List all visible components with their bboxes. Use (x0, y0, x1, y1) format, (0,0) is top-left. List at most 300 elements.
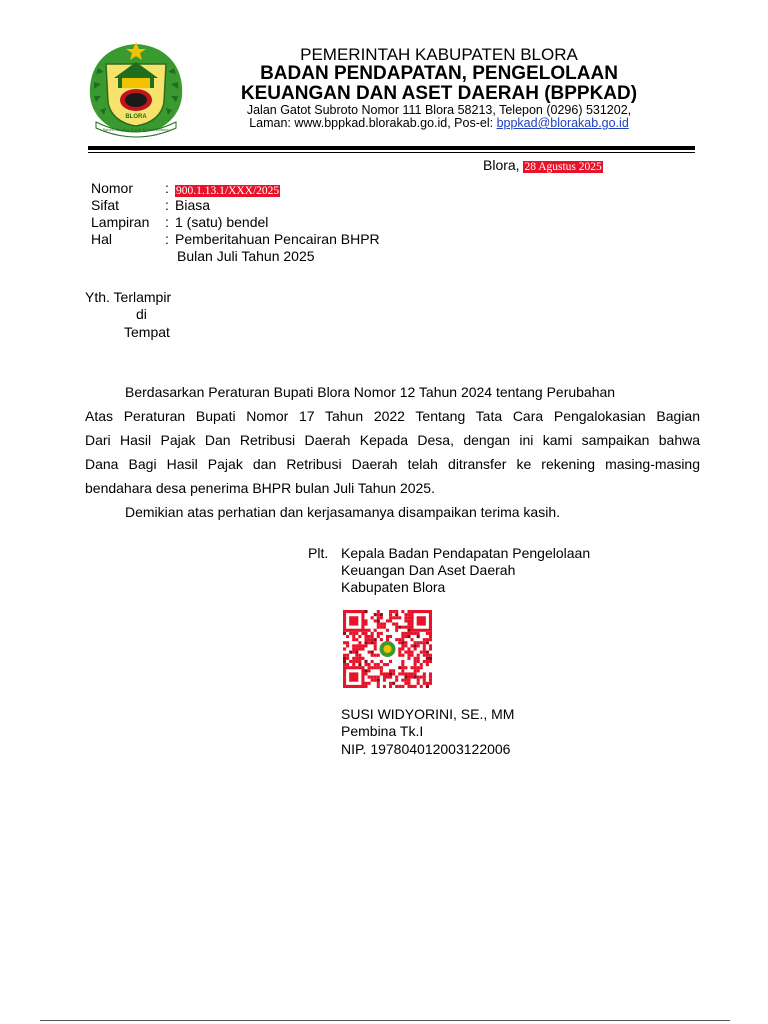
meta-label-number: Nomor (91, 180, 134, 196)
signatory-nip: NIP. 197804012003122006 (341, 741, 511, 757)
qr-module (380, 622, 383, 625)
qr-module (374, 663, 377, 666)
qr-module (414, 663, 417, 666)
qr-module (407, 616, 410, 619)
qr-module (407, 685, 410, 688)
qr-module (368, 669, 371, 672)
qr-module (414, 685, 417, 688)
qr-code-signature (343, 610, 432, 688)
qr-module (401, 635, 404, 638)
qr-module (355, 638, 358, 641)
qr-module (404, 632, 407, 635)
qr-module (361, 632, 364, 635)
qr-module (374, 638, 377, 641)
qr-module (368, 629, 371, 632)
meta-label-nature: Sifat (91, 197, 120, 213)
qr-module (346, 654, 349, 657)
qr-module (420, 651, 423, 654)
qr-center-crest-inner (384, 645, 392, 653)
qr-module (374, 666, 377, 669)
meta-colon: : (165, 214, 169, 230)
qr-module (364, 682, 367, 685)
qr-module (426, 641, 429, 644)
qr-module (429, 654, 432, 657)
closing-line: Demikian atas perhatian dan kerjasamanya disampaikan terima kasih. (125, 504, 560, 520)
qr-module (371, 654, 374, 657)
qr-module (377, 626, 380, 629)
body-paragraph (85, 380, 700, 524)
qr-module (346, 657, 349, 660)
qr-module (392, 672, 395, 675)
qr-module (407, 635, 410, 638)
qr-module (346, 635, 349, 638)
body-line: Dana Bagi Hasil Pajak dan Retribusi Daerah telah ditransfer ke rekening masing-masing (85, 456, 700, 472)
qr-module (423, 679, 426, 682)
qr-module (389, 685, 392, 688)
qr-module (404, 635, 407, 638)
qr-module (368, 676, 371, 679)
letter-number: 900.1.13.1/XXX/2025 (176, 185, 280, 197)
qr-module (377, 654, 380, 657)
qr-module (358, 654, 361, 657)
qr-module (395, 679, 398, 682)
qr-module (404, 651, 407, 654)
qr-module (423, 647, 426, 650)
qr-module (395, 622, 398, 625)
qr-module (429, 660, 432, 663)
qr-module (364, 635, 367, 638)
qr-module (377, 663, 380, 666)
qr-finder-pattern (343, 610, 364, 632)
qr-module (414, 632, 417, 635)
qr-module (401, 647, 404, 650)
qr-module (401, 672, 404, 675)
qr-module (355, 657, 358, 660)
qr-module (358, 635, 361, 638)
qr-module (352, 632, 355, 635)
qr-module (364, 644, 367, 647)
qr-module (377, 676, 380, 679)
body-line: Dari Hasil Pajak Dan Retribusi Daerah Kepada Desa, dengan ini kami sampaikan bahwa (85, 432, 700, 448)
qr-module (401, 632, 404, 635)
qr-module (417, 657, 420, 660)
qr-module (407, 622, 410, 625)
qr-module (401, 663, 404, 666)
qr-module (429, 657, 432, 660)
qr-module (377, 610, 380, 613)
qr-module (417, 641, 420, 644)
qr-module (404, 613, 407, 616)
meta-value-number (175, 181, 280, 197)
qr-module (389, 682, 392, 685)
signatory-title-line3: Kabupaten Blora (341, 579, 446, 595)
qr-module (407, 629, 410, 632)
qr-module (398, 616, 401, 619)
qr-module (398, 654, 401, 657)
qr-module (371, 641, 374, 644)
qr-module (364, 638, 367, 641)
qr-module (414, 644, 417, 647)
qr-module (417, 660, 420, 663)
qr-module (401, 610, 404, 613)
qr-module (414, 669, 417, 672)
signatory-title-line1: Kepala Badan Pendapatan Pengelolaan (341, 545, 591, 561)
qr-module (343, 641, 346, 644)
qr-module (420, 641, 423, 644)
qr-module (368, 641, 371, 644)
qr-module (423, 672, 426, 675)
qr-module (389, 613, 392, 616)
header-divider (88, 146, 695, 150)
qr-module (368, 666, 371, 669)
qr-module (395, 616, 398, 619)
qr-module (392, 622, 395, 625)
qr-module (386, 663, 389, 666)
qr-module (401, 638, 404, 641)
qr-module (346, 644, 349, 647)
qr-module (371, 676, 374, 679)
qr-module (411, 632, 414, 635)
qr-module (368, 682, 371, 685)
qr-module (377, 635, 380, 638)
qr-module (355, 632, 358, 635)
svg-text:BLORA: BLORA (125, 114, 147, 120)
qr-module (411, 672, 414, 675)
qr-module (380, 638, 383, 641)
qr-module (386, 619, 389, 622)
qr-module (355, 647, 358, 650)
qr-module (414, 641, 417, 644)
qr-module (407, 654, 410, 657)
qr-module (404, 679, 407, 682)
qr-module (389, 676, 392, 679)
agency-name-line1: BADAN PENDAPATAN, PENGELOLAAN (260, 63, 618, 84)
qr-module (407, 657, 410, 660)
qr-module (429, 632, 432, 635)
qr-module (404, 666, 407, 669)
qr-finder-pattern (411, 610, 432, 632)
qr-module (407, 613, 410, 616)
qr-module (371, 616, 374, 619)
qr-module (401, 679, 404, 682)
qr-module (349, 660, 352, 663)
qr-module (386, 676, 389, 679)
qr-module (380, 666, 383, 669)
qr-module (371, 679, 374, 682)
qr-module (401, 685, 404, 688)
signatory-rank: Pembina Tk.I (341, 723, 424, 739)
qr-module (389, 610, 392, 613)
qr-module (383, 626, 386, 629)
qr-module (395, 626, 398, 629)
qr-module (411, 638, 414, 641)
qr-module (395, 610, 398, 613)
meta-value-subject-cont: Bulan Juli Tahun 2025 (177, 248, 315, 264)
qr-module (420, 663, 423, 666)
qr-module (358, 660, 361, 663)
meta-colon: : (165, 197, 169, 213)
body-line: Berdasarkan Peraturan Bupati Blora Nomor 12 Tahun 2024 tentang Perubahan (125, 384, 616, 400)
qr-module (395, 638, 398, 641)
qr-module (411, 685, 414, 688)
qr-module (374, 641, 377, 644)
body-line: Atas Peraturan Bupati Nomor 17 Tahun 2022 Tentang Tata Cara Pengalokasian Bagian (85, 408, 700, 424)
qr-module (426, 632, 429, 635)
qr-module (343, 660, 346, 663)
qr-module (377, 679, 380, 682)
qr-module (377, 682, 380, 685)
qr-module (429, 647, 432, 650)
qr-module (386, 638, 389, 641)
qr-module (426, 660, 429, 663)
qr-module (364, 660, 367, 663)
qr-module (343, 632, 346, 635)
qr-module (414, 672, 417, 675)
qr-module (346, 663, 349, 666)
qr-module (407, 679, 410, 682)
qr-module (426, 685, 429, 688)
qr-module (398, 638, 401, 641)
qr-module (420, 666, 423, 669)
qr-module (404, 619, 407, 622)
date-place: Blora, (483, 157, 520, 173)
qr-module (407, 676, 410, 679)
qr-module (407, 632, 410, 635)
qr-module (407, 610, 410, 613)
qr-module (392, 669, 395, 672)
qr-module (380, 669, 383, 672)
qr-module (389, 616, 392, 619)
qr-module (420, 676, 423, 679)
qr-module (377, 685, 380, 688)
qr-module (404, 616, 407, 619)
agency-name-line2: KEUANGAN DAN ASET DAERAH (BPPKAD) (240, 83, 638, 104)
qr-module (401, 641, 404, 644)
qr-module (352, 638, 355, 641)
qr-module (358, 644, 361, 647)
qr-module (401, 644, 404, 647)
qr-finder-pattern (343, 666, 364, 688)
letter-date (483, 157, 603, 173)
qr-module (374, 619, 377, 622)
qr-module (355, 660, 358, 663)
qr-module (371, 638, 374, 641)
qr-module (404, 682, 407, 685)
qr-module (371, 651, 374, 654)
qr-module (358, 663, 361, 666)
recipient-location-prep: di (136, 306, 147, 322)
qr-module (417, 666, 420, 669)
signatory-plt: Plt. (308, 545, 329, 561)
qr-module (423, 641, 426, 644)
qr-module (374, 647, 377, 650)
qr-module (411, 654, 414, 657)
qr-module (401, 660, 404, 663)
qr-module (389, 669, 392, 672)
qr-module (386, 672, 389, 675)
qr-module (386, 635, 389, 638)
qr-module (401, 626, 404, 629)
qr-module (407, 682, 410, 685)
qr-module (364, 619, 367, 622)
qr-module (404, 672, 407, 675)
qr-module (361, 644, 364, 647)
meta-value-attachment: 1 (satu) bendel (175, 214, 269, 230)
agency-address: Jalan Gatot Subroto Nomor 111 Blora 58213, Telepon (0296) 531202, (246, 103, 632, 117)
qr-module (417, 644, 420, 647)
qr-module (417, 632, 420, 635)
qr-module (423, 660, 426, 663)
qr-module (426, 657, 429, 660)
qr-module (398, 666, 401, 669)
qr-module (383, 676, 386, 679)
qr-module (426, 638, 429, 641)
qr-module (374, 644, 377, 647)
qr-module (389, 619, 392, 622)
meta-value-subject: Pemberitahuan Pencairan BHPR (175, 231, 380, 247)
qr-module (407, 651, 410, 654)
qr-module (368, 635, 371, 638)
qr-module (364, 669, 367, 672)
agency-web-line (196, 116, 682, 130)
qr-module (389, 635, 392, 638)
qr-module (380, 626, 383, 629)
qr-module (423, 654, 426, 657)
qr-module (414, 647, 417, 650)
qr-module (380, 632, 383, 635)
svg-text:Sarwa Tangkas Tanuh Tansah Rah: Sarwa Tangkas Tanuh Tansah Rahayu (102, 127, 170, 132)
qr-module (404, 641, 407, 644)
qr-module (423, 638, 426, 641)
qr-module (401, 666, 404, 669)
email-link[interactable]: bppkad@blorakab.go.id (496, 116, 629, 130)
date-value: 28 Agustus 2025 (524, 161, 602, 173)
qr-module (352, 647, 355, 650)
qr-module (383, 672, 386, 675)
qr-module (417, 654, 420, 657)
qr-module (377, 613, 380, 616)
qr-module (398, 626, 401, 629)
qr-module (352, 660, 355, 663)
qr-module (398, 685, 401, 688)
qr-module (364, 641, 367, 644)
qr-module (395, 676, 398, 679)
qr-module (417, 669, 420, 672)
meta-value-nature: Biasa (175, 197, 211, 213)
qr-module (355, 644, 358, 647)
signatory-name: SUSI WIDYORINI, SE., MM (341, 706, 515, 722)
qr-module (389, 672, 392, 675)
qr-module (411, 651, 414, 654)
qr-module (429, 679, 432, 682)
qr-module (429, 635, 432, 638)
qr-module (349, 632, 352, 635)
qr-module (343, 663, 346, 666)
qr-module (377, 616, 380, 619)
qr-module (352, 635, 355, 638)
qr-module (417, 679, 420, 682)
qr-module (429, 672, 432, 675)
recipient-place: Tempat (124, 324, 170, 340)
qr-module (401, 669, 404, 672)
qr-module (371, 632, 374, 635)
qr-module (377, 632, 380, 635)
qr-module (364, 610, 367, 613)
qr-module (383, 622, 386, 625)
qr-module (429, 682, 432, 685)
qr-module (407, 619, 410, 622)
qr-module (411, 676, 414, 679)
qr-module (398, 647, 401, 650)
qr-module (411, 644, 414, 647)
header-divider-thin (88, 152, 695, 153)
qr-module (358, 647, 361, 650)
qr-module (417, 676, 420, 679)
qr-module (343, 654, 346, 657)
qr-module (395, 613, 398, 616)
qr-module (401, 654, 404, 657)
qr-module (383, 679, 386, 682)
qr-module (377, 666, 380, 669)
qr-module (346, 641, 349, 644)
qr-module (426, 651, 429, 654)
qr-module (349, 651, 352, 654)
qr-module (374, 613, 377, 616)
qr-module (404, 644, 407, 647)
qr-module (411, 666, 414, 669)
qr-module (380, 616, 383, 619)
qr-module (374, 629, 377, 632)
qr-module (377, 622, 380, 625)
qr-module (407, 672, 410, 675)
qr-module (392, 616, 395, 619)
qr-module (426, 682, 429, 685)
signatory-title-line2: Keuangan Dan Aset Daerah (341, 562, 516, 578)
qr-module (395, 685, 398, 688)
qr-module (426, 663, 429, 666)
qr-module (423, 682, 426, 685)
qr-module (429, 676, 432, 679)
qr-module (414, 676, 417, 679)
qr-module (343, 657, 346, 660)
qr-module (426, 654, 429, 657)
qr-module (417, 682, 420, 685)
qr-module (414, 660, 417, 663)
qr-module (398, 641, 401, 644)
qr-module (364, 632, 367, 635)
body-line: bendahara desa penerima BHPR bulan Juli Tahun 2025. (85, 480, 435, 496)
qr-module (355, 651, 358, 654)
qr-module (392, 682, 395, 685)
qr-module (364, 622, 367, 625)
qr-module (364, 685, 367, 688)
qr-module (380, 613, 383, 616)
qr-module (374, 676, 377, 679)
qr-module (374, 654, 377, 657)
qr-module (407, 626, 410, 629)
qr-module (355, 654, 358, 657)
qr-module (423, 644, 426, 647)
government-name: PEMERINTAH KABUPATEN BLORA (300, 45, 578, 64)
qr-module (395, 629, 398, 632)
qr-module (343, 647, 346, 650)
qr-module (389, 660, 392, 663)
qr-module (352, 663, 355, 666)
qr-module (429, 638, 432, 641)
qr-module (398, 651, 401, 654)
qr-module (371, 666, 374, 669)
qr-module (374, 679, 377, 682)
